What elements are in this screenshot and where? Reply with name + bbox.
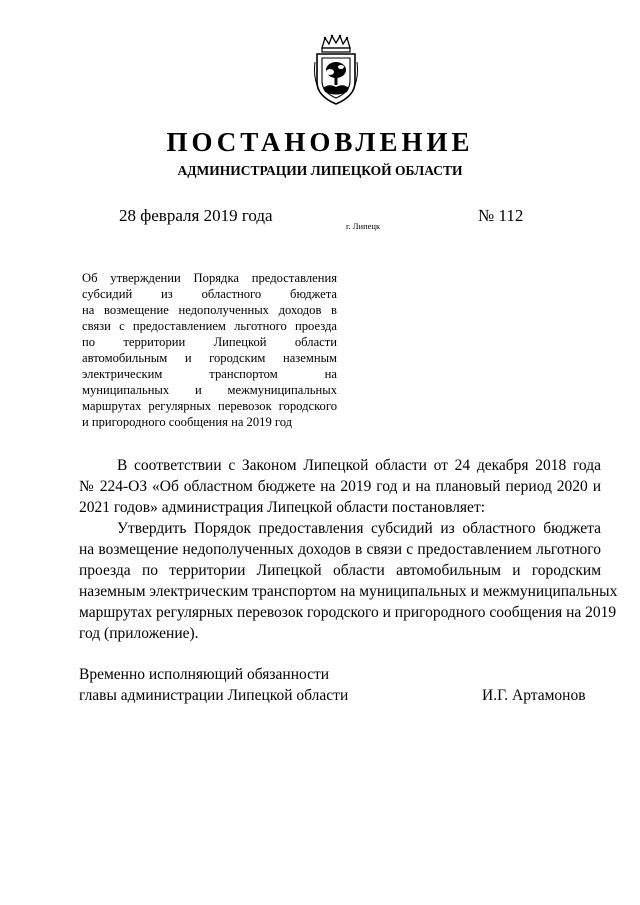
- document-subtitle: АДМИНИСТРАЦИИ ЛИПЕЦКОЙ ОБЛАСТИ: [177, 163, 463, 178]
- body-line: Утвердить Порядок предоставления субсидий из областного бюджета: [117, 520, 601, 537]
- document-body: [79, 455, 618, 644]
- body-line: В соответствии с Законом Липецкой области от 24 декабря 2018 года: [117, 457, 601, 474]
- body-line: наземным электрическим транспортом на муниципальных и межмуниципальных: [79, 583, 618, 600]
- body-line: № 224-ОЗ «Об областном бюджете на 2019 год и на плановый период 2020 и: [79, 478, 601, 495]
- body-line: 2021 годов» администрация Липецкой области постановляет:: [79, 499, 486, 516]
- subject-line: маршрутах регулярных перевозок городского: [82, 399, 337, 413]
- body-line: на возмещение недополученных доходов в связи с предоставлением льготного: [79, 541, 601, 558]
- signatory-position-line: Временно исполняющий обязанности: [79, 666, 330, 683]
- signatory-position-line: главы администрации Липецкой области: [79, 687, 349, 704]
- subject-line: связи с предоставлением льготного проезда: [82, 319, 337, 333]
- subject-line: и пригородного сообщения на 2019 год: [82, 415, 293, 429]
- body-line: проезда по территории Липецкой области автомобильным и городским: [79, 562, 601, 579]
- document-city: г. Липецк: [346, 221, 381, 231]
- subject-line: субсидий из областного бюджета: [82, 287, 337, 301]
- coat-of-arms-icon: [313, 34, 359, 106]
- document-number: № 112: [478, 206, 524, 225]
- body-line: маршрутах регулярных перевозок городского и пригородного сообщения на 2019: [79, 604, 617, 621]
- document-subject: [82, 270, 337, 430]
- subject-line: по территории Липецкой области: [82, 335, 337, 349]
- signatory-position: [79, 664, 348, 706]
- signatory-name: И.Г. Артамонов: [482, 687, 586, 704]
- document-date: 28 февраля 2019 года: [119, 206, 273, 225]
- subject-line: электрическим транспортом на: [82, 367, 337, 381]
- document-title: ПОСТАНОВЛЕНИЕ: [166, 127, 474, 157]
- subject-line: Об утверждении Порядка предоставления: [82, 271, 337, 285]
- subject-line: автомобильным и городским наземным: [82, 351, 337, 365]
- subject-line: на возмещение недополученных доходов в: [82, 303, 337, 317]
- subject-line: муниципальных и межмуниципальных: [82, 383, 337, 397]
- body-line: год (приложение).: [79, 625, 199, 642]
